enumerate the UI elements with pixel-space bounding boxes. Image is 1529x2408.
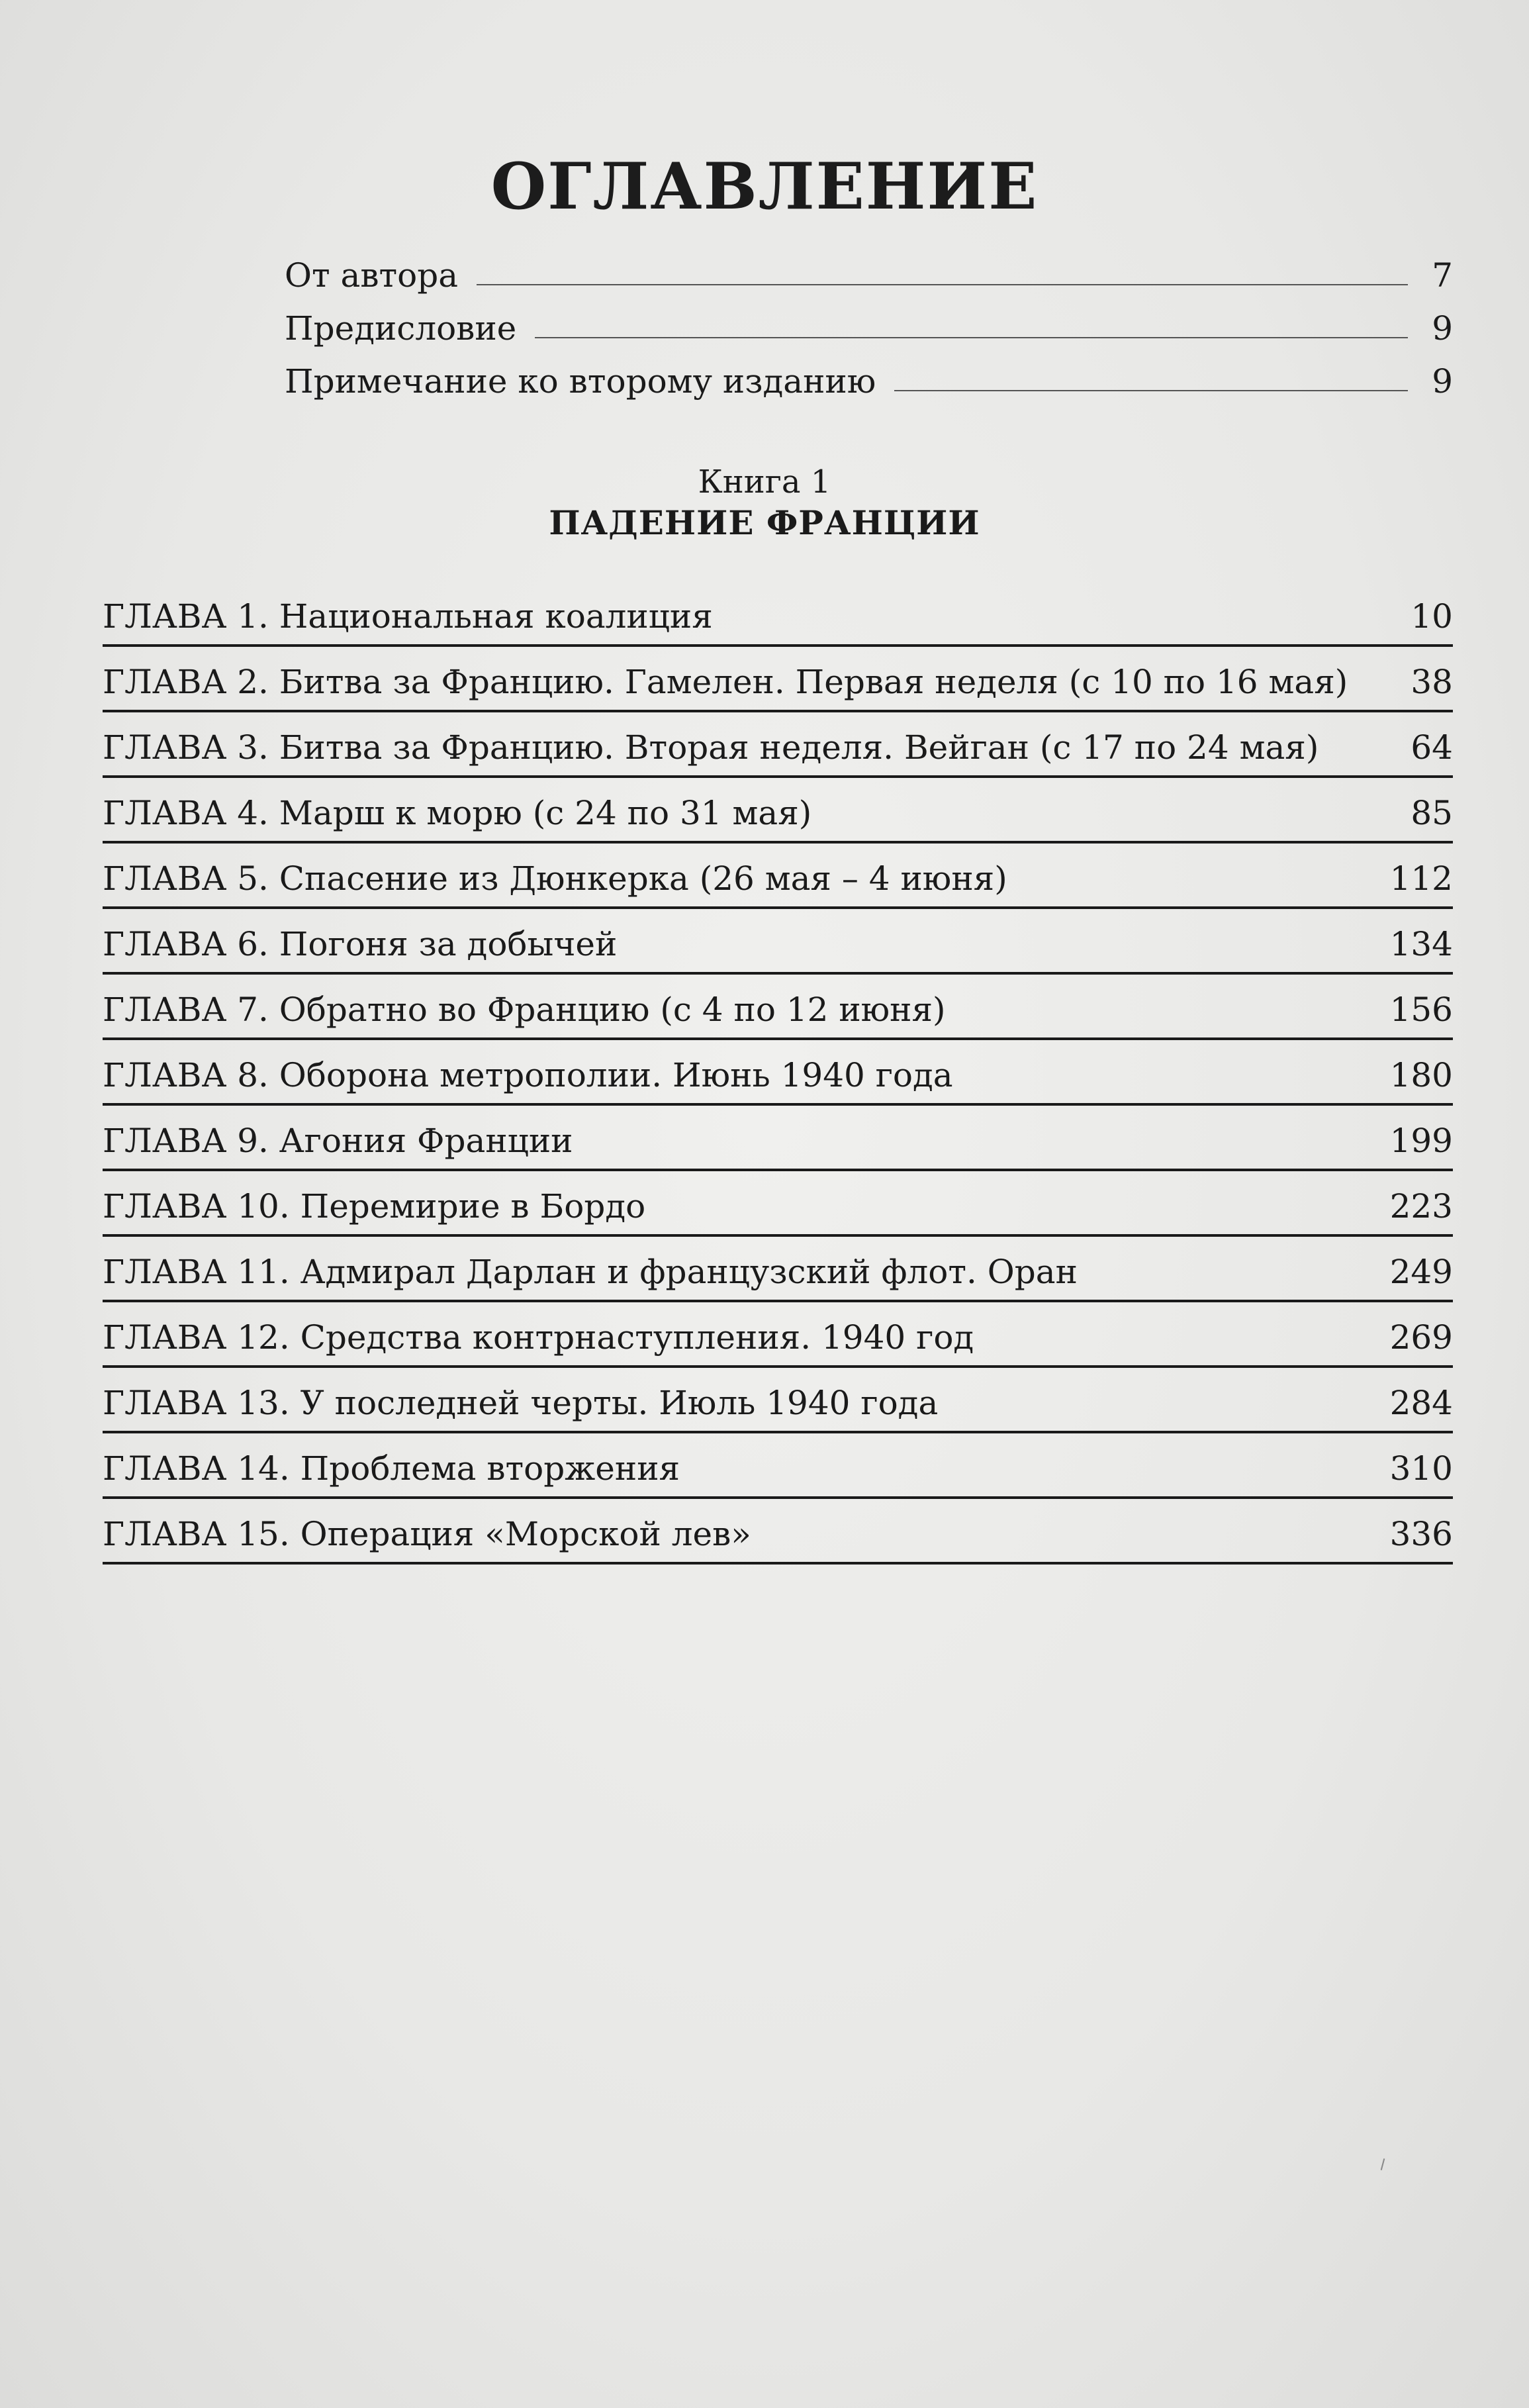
- chapter-row: [103, 975, 1453, 1040]
- front-matter-page: 7: [1432, 256, 1453, 295]
- chapter-label: ГЛАВА 2. Битва за Францию. Гамелен. Первая неделя (с 10 по 16 мая): [103, 662, 1348, 701]
- chapter-page: 310: [1389, 1449, 1453, 1488]
- chapter-page: 336: [1389, 1514, 1453, 1553]
- chapter-page: 112: [1389, 859, 1453, 898]
- front-matter-label: От автора: [285, 256, 459, 295]
- chapter-page: 64: [1411, 728, 1453, 767]
- front-matter-item: [285, 348, 1453, 401]
- chapter-label: ГЛАВА 15. Операция «Морской лев»: [103, 1514, 751, 1553]
- chapter-page: 10: [1411, 597, 1453, 636]
- chapter-page: 223: [1389, 1186, 1453, 1226]
- chapter-page: 284: [1389, 1383, 1453, 1422]
- chapter-label: ГЛАВА 4. Марш к морю (с 24 по 31 мая): [103, 793, 812, 832]
- chapter-row: [103, 909, 1453, 975]
- chapter-row: [103, 1433, 1453, 1499]
- front-matter-item: [285, 295, 1453, 348]
- chapter-row: [103, 778, 1453, 843]
- chapter-label: ГЛАВА 7. Обратно во Францию (с 4 по 12 июня): [103, 990, 946, 1029]
- chapter-list: [103, 581, 1453, 1565]
- leader-line: [894, 390, 1408, 391]
- front-matter-label: Предисловие: [285, 309, 517, 348]
- chapter-row: [103, 712, 1453, 778]
- chapter-page: 134: [1389, 924, 1453, 963]
- chapter-row: [103, 1237, 1453, 1302]
- chapter-label: ГЛАВА 1. Национальная коалиция: [103, 597, 713, 636]
- chapter-page: 156: [1389, 990, 1453, 1029]
- chapter-label: ГЛАВА 12. Средства контрнаступления. 1940 год: [103, 1318, 974, 1357]
- chapter-label: ГЛАВА 13. У последней черты. Июль 1940 года: [103, 1383, 939, 1422]
- chapter-row: [103, 1171, 1453, 1237]
- chapter-row: [103, 1499, 1453, 1565]
- leader-line: [477, 284, 1408, 285]
- chapter-page: 249: [1389, 1252, 1453, 1291]
- chapter-page: 180: [1389, 1055, 1453, 1094]
- chapter-label: ГЛАВА 3. Битва за Францию. Вторая неделя. Вейган (с 17 по 24 мая): [103, 728, 1319, 767]
- chapter-row: [103, 1302, 1453, 1368]
- chapter-page: 199: [1389, 1121, 1453, 1160]
- chapter-label: ГЛАВА 11. Адмирал Дарлан и французский флот. Оран: [103, 1252, 1078, 1291]
- chapter-page: 85: [1411, 793, 1453, 832]
- chapter-page: 38: [1411, 662, 1453, 701]
- page-title: ОГЛАВЛЕНИЕ: [490, 149, 1039, 224]
- front-matter-page: 9: [1432, 362, 1453, 401]
- chapter-row: [103, 647, 1453, 712]
- book-number: Книга 1: [698, 463, 831, 501]
- chapter-label: ГЛАВА 14. Проблема вторжения: [103, 1449, 680, 1488]
- chapter-label: ГЛАВА 8. Оборона метрополии. Июнь 1940 года: [103, 1055, 953, 1094]
- chapter-row: [103, 843, 1453, 909]
- front-matter-page: 9: [1432, 309, 1453, 348]
- chapter-row: [103, 1368, 1453, 1433]
- chapter-label: ГЛАВА 6. Погоня за добычей: [103, 924, 618, 963]
- book-title: ПАДЕНИЕ ФРАНЦИИ: [549, 503, 980, 542]
- chapter-label: ГЛАВА 5. Спасение из Дюнкерка (26 мая – 4 июня): [103, 859, 1007, 898]
- front-matter-item: [285, 242, 1453, 295]
- chapter-row: [103, 581, 1453, 647]
- front-matter-list: [285, 242, 1453, 401]
- front-matter-label: Примечание ко второму изданию: [285, 362, 876, 401]
- leader-line: [535, 337, 1408, 338]
- paper-mark: [1381, 2158, 1385, 2170]
- chapter-label: ГЛАВА 10. Перемирие в Бордо: [103, 1186, 646, 1226]
- chapter-page: 269: [1389, 1318, 1453, 1357]
- chapter-row: [103, 1106, 1453, 1171]
- chapter-label: ГЛАВА 9. Агония Франции: [103, 1121, 573, 1160]
- chapter-row: [103, 1040, 1453, 1106]
